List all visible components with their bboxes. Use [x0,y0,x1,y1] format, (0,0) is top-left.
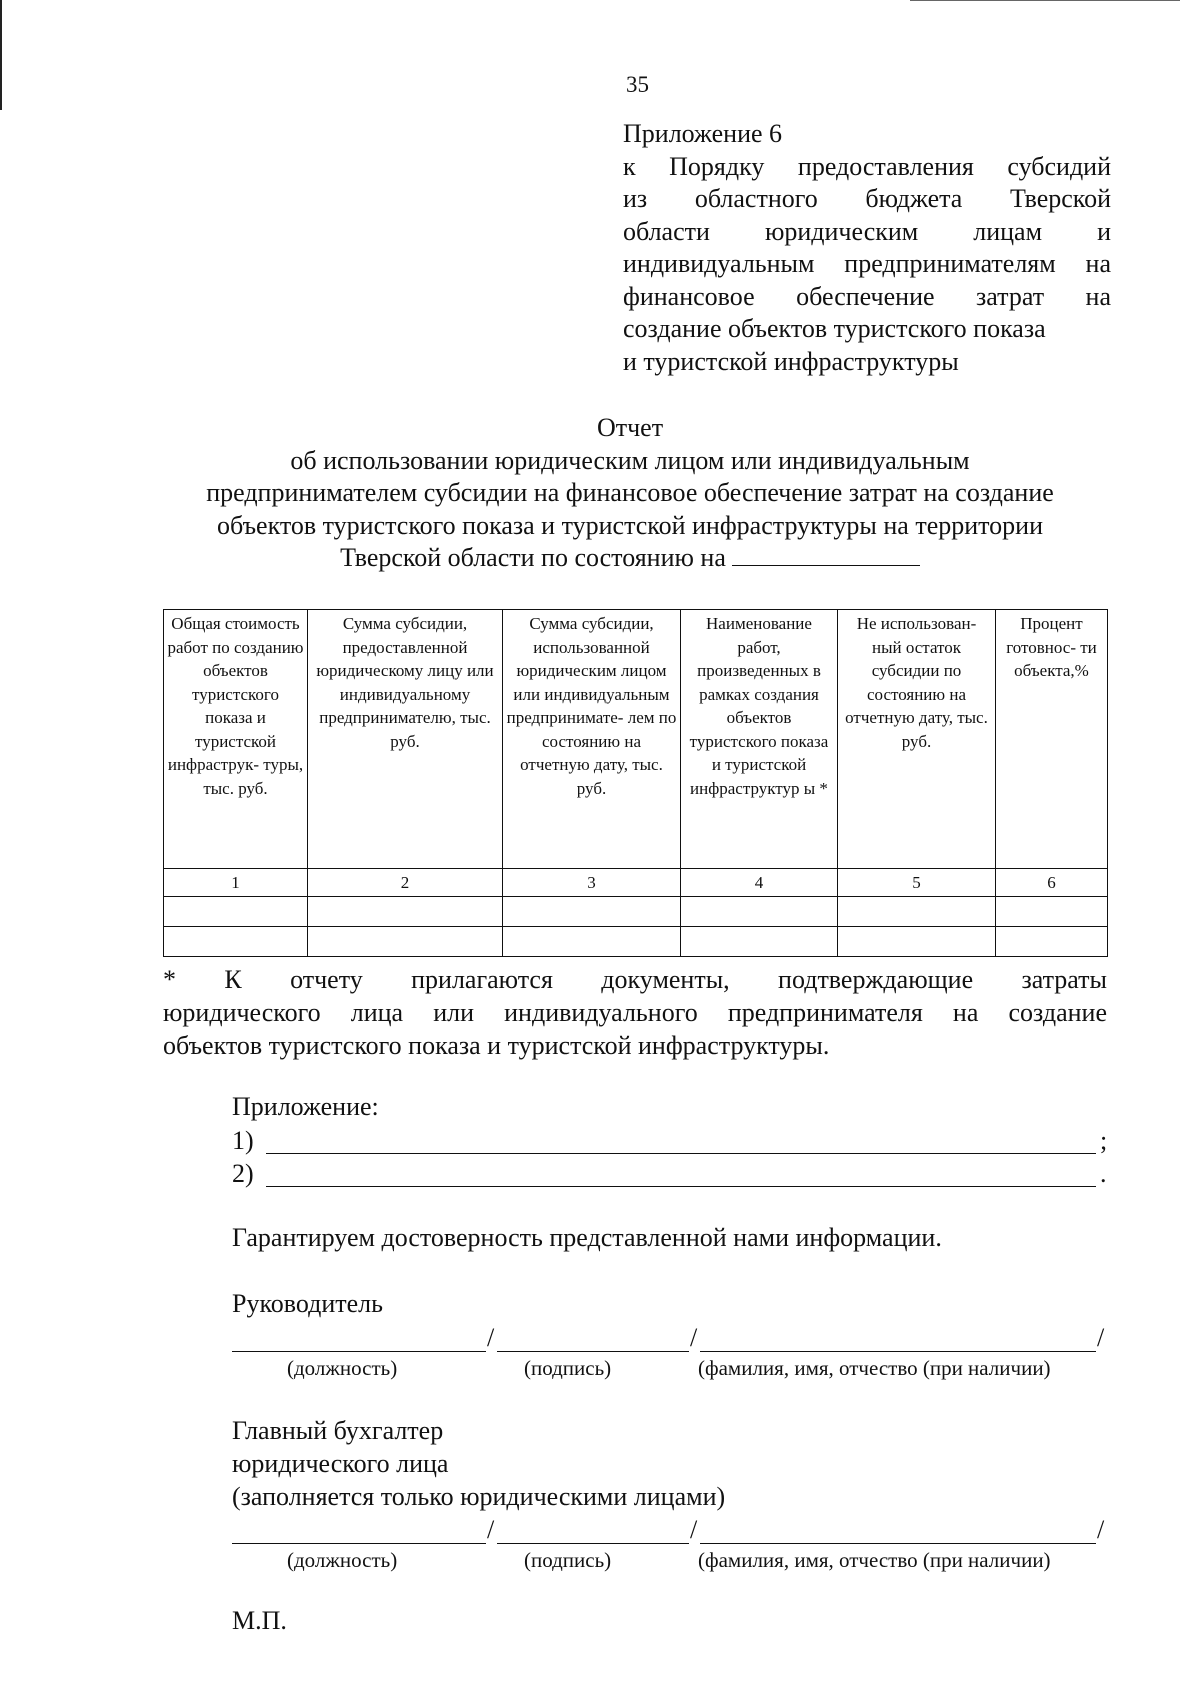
footnote-line: * К отчету прилагаются документы, подтверждающие затраты [163,965,1107,994]
table-cell[interactable] [681,927,838,957]
table-cell[interactable] [503,897,681,927]
attachment-blank[interactable] [266,1153,1096,1154]
header-total-cost: Общая стоимость работ по созданию объектов туристского показа и туристской инфраструк- туры, тыс. руб. [164,610,308,869]
report-title-line: предпринимателем субсидии на финансовое обеспечение затрат на создание [206,478,1054,507]
report-title-last-line: Тверской области по состоянию на [150,542,1110,575]
attachments-label: Приложение: [232,1092,379,1121]
caption-signature: (подпись) [524,1356,612,1380]
attachment-blank[interactable] [266,1186,1096,1187]
table-row [164,897,1108,927]
position-blank[interactable] [232,1543,486,1544]
appendix-line: из областного бюджета Тверской [623,184,1111,213]
signature-blank[interactable] [497,1543,689,1544]
table-cell[interactable] [308,897,503,927]
header-works-name: Наименование работ, произведенных в рамках создания объектов туристского показа и туристской инфраструктур ы * [681,610,838,869]
table-cell[interactable] [164,927,308,957]
director-role: Руководитель [232,1289,383,1318]
table-cell[interactable] [838,897,996,927]
separator: / [487,1323,495,1352]
table-cell[interactable] [838,927,996,957]
appendix-line: к Порядку предоставления субсидий [623,151,1111,181]
separator: / [690,1515,698,1544]
appendix-line: финансовое обеспечение затрат на [623,281,1111,311]
column-number: 1 [164,869,308,897]
appendix-block [623,118,1111,378]
attachment-end-mark: ; [1100,1126,1108,1155]
header-unused-balance: Не использован- ный остаток субсидии по состоянию на отчетную дату, тыс. руб. [838,610,996,869]
appendix-line: области юридическим лицам и [623,216,1111,246]
date-blank[interactable] [732,543,920,566]
table-cell[interactable] [308,927,503,957]
table-header-row [164,610,1108,869]
appendix-line: индивидуальным предпринимателям на [623,249,1111,278]
caption-name: (фамилия, имя, отчество (при наличии) [698,1356,1051,1380]
column-number: 2 [308,869,503,897]
separator: / [690,1323,698,1352]
caption-name: (фамилия, имя, отчество (при наличии) [698,1548,1051,1572]
attachment-number: 2) [232,1159,254,1188]
header-subsidy-granted: Сумма субсидии, предоставленной юридическому лицу или индивидуальному предпринимателю, тыс. руб. [308,610,503,869]
name-blank[interactable] [700,1351,1096,1352]
header-readiness-percent: Процент готовнос- ти объекта,% [996,610,1108,869]
attachment-end-mark: . [1100,1159,1107,1188]
table-cell[interactable] [996,927,1108,957]
director-signature-row [232,1323,1112,1380]
table-cell[interactable] [164,897,308,927]
scan-edge-top [910,0,1180,1]
footnote-line: юридического лица или индивидуального предпринимателя на создание [163,998,1107,1027]
accountant-signature-row [232,1515,1112,1572]
name-blank[interactable] [700,1543,1096,1544]
column-number: 6 [996,869,1108,897]
accountant-role-line: юридического лица [232,1449,449,1478]
table-cell[interactable] [996,897,1108,927]
page-number: 35 [626,72,649,97]
report-title-line: объектов туристского показа и туристской инфраструктуры на территории [217,510,1043,540]
appendix-line: создание объектов туристского показа [623,314,1046,343]
table-cell[interactable] [681,897,838,927]
signature-blank[interactable] [497,1351,689,1352]
column-number: 5 [838,869,996,897]
report-table [163,609,1108,957]
caption-signature: (подпись) [524,1548,612,1572]
guarantee-statement: Гарантируем достоверность представленной нами информации. [232,1223,942,1252]
attachment-item[interactable] [232,1126,1112,1158]
separator: / [487,1515,495,1544]
scan-edge [0,0,2,110]
header-subsidy-used: Сумма субсидии, использованной юридическим лицом или индивидуальным предпринимате- лем по состоянию на отчетную дату, тыс. руб. [503,610,681,869]
report-title-line: об использовании юридическим лицом или индивидуальным [290,445,970,475]
table-row [164,927,1108,957]
table-cell[interactable] [503,927,681,957]
footnote-line: объектов туристского показа и туристской инфраструктуры. [163,1031,830,1060]
position-blank[interactable] [232,1351,486,1352]
separator: / [1097,1515,1105,1544]
caption-position: (должность) [287,1356,398,1380]
footnote [163,963,1107,1062]
stamp-place: М.П. [232,1606,287,1635]
separator: / [1097,1323,1105,1352]
table-column-numbers [164,869,1108,897]
report-heading: Отчет [596,413,664,442]
report-title-block [150,412,1110,575]
appendix-line: и туристской инфраструктуры [623,346,959,376]
accountant-role-line: Главный бухгалтер [232,1416,444,1445]
attachment-number: 1) [232,1126,254,1155]
caption-position: (должность) [287,1548,398,1572]
accountant-role [232,1414,725,1513]
appendix-title: Приложение 6 [623,119,783,148]
accountant-role-line: (заполняется только юридическими лицами) [232,1482,726,1511]
column-number: 4 [681,869,838,897]
column-number: 3 [503,869,681,897]
attachment-item[interactable] [232,1159,1112,1191]
